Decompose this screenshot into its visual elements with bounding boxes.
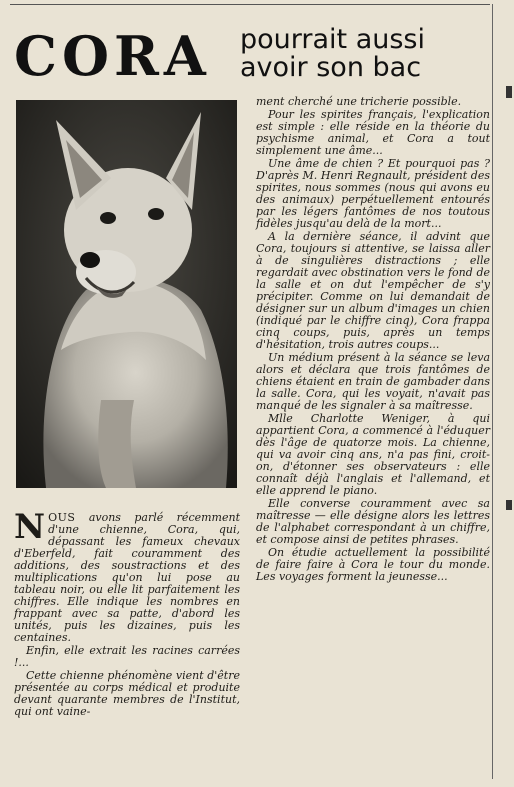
- headline-name: CORA: [14, 24, 211, 88]
- dog-photo-icon: [16, 100, 237, 488]
- headline-subtitle-line1: pourrait aussi: [240, 24, 426, 55]
- paragraph: Un médium présent à la séance se leva alors et déclara que trois fantômes de chiens étaient en train de gambader dans la salle. Cora, qui les voyait, n'avait pas manqué de les signaler à sa maîtresse.: [256, 351, 490, 412]
- paragraph: [14, 507, 240, 644]
- top-rule: [10, 4, 490, 5]
- paragraph: A la dernière séance, il advint que Cora, toujours si attentive, se laissa aller à de singulières distractions ; elle regardait avec obstination vers le fond de la salle et on dut l'empêcher de s'y précipiter. Comme on lui demandait de désigner sur un album d'images un chien (indiqué par le chiffre cinq), Cora frappa cinq coups, puis, après un temps d'hésitation, trois autres coups...: [256, 230, 490, 351]
- paragraph: ment cherché une tricherie possible.: [256, 95, 462, 108]
- article-column-left: [14, 507, 240, 719]
- paragraph: Enfin, elle extrait les racines carrées !...: [14, 644, 240, 669]
- paragraph-text: avons parlé récemment d'une chienne, Cora, qui, dépassant les fameux chevaux d'Eberfeld, fait couramment des additions, des soustractions et des multiplications qu'on lui pose au tableau noir, ou elle lit parfaitement les chiffres. Elle indique les nombres en frappant avec sa patte, d'abord les unités, puis les dizaines, puis les centaines.: [14, 511, 240, 644]
- article-column-right: [256, 96, 490, 584]
- paragraph: Mlle Charlotte Weniger, à qui appartient Cora, a commencé à l'éduquer dès l'âge de quatorze mois. La chienne, qui va avoir cinq ans, n'a pas fini, croit-on, d'étonner ses observateurs : elle connaît déjà l'anglais et l'allemand, et elle apprend le piano.: [256, 412, 490, 497]
- headline-subtitle: [240, 26, 490, 82]
- column-rule: [492, 4, 493, 779]
- headline-subtitle-line2: avoir son bac: [240, 52, 422, 83]
- paragraph: Elle converse couramment avec sa maîtresse — elle désigne alors les lettres de l'alphabet correspondant à un chiffre, et compose ainsi de petites phrases.: [256, 497, 490, 546]
- paragraph: Une âme de chien ? Et pourquoi pas ? D'après M. Henri Regnault, président des spirites, nous sommes (nous qui avons eu des animaux) perpétuellement entourés par les légers fantômes de nos toutous fidèles jusqu'au delà de la mort...: [256, 157, 490, 230]
- paragraph: On étudie actuellement la possibilité de faire faire à Cora le tour du monde. Les voyages forment la jeunesse...: [256, 546, 490, 583]
- headline: [12, 20, 490, 90]
- paragraph: Cette chienne phénomène vient d'être présentée au corps médical et produite devant quarante membres de l'Institut, qui ont vaine-: [14, 669, 240, 718]
- edge-mark: [506, 86, 512, 98]
- edge-mark: [506, 500, 512, 510]
- lead-caps: OUS: [48, 511, 76, 524]
- paragraph: Pour les spirites français, l'explication est simple : elle réside en la théorie du psychisme animal, et Cora a tout simplement une âme...: [256, 108, 490, 157]
- dog-photo: [16, 100, 237, 488]
- drop-cap: N: [14, 507, 46, 547]
